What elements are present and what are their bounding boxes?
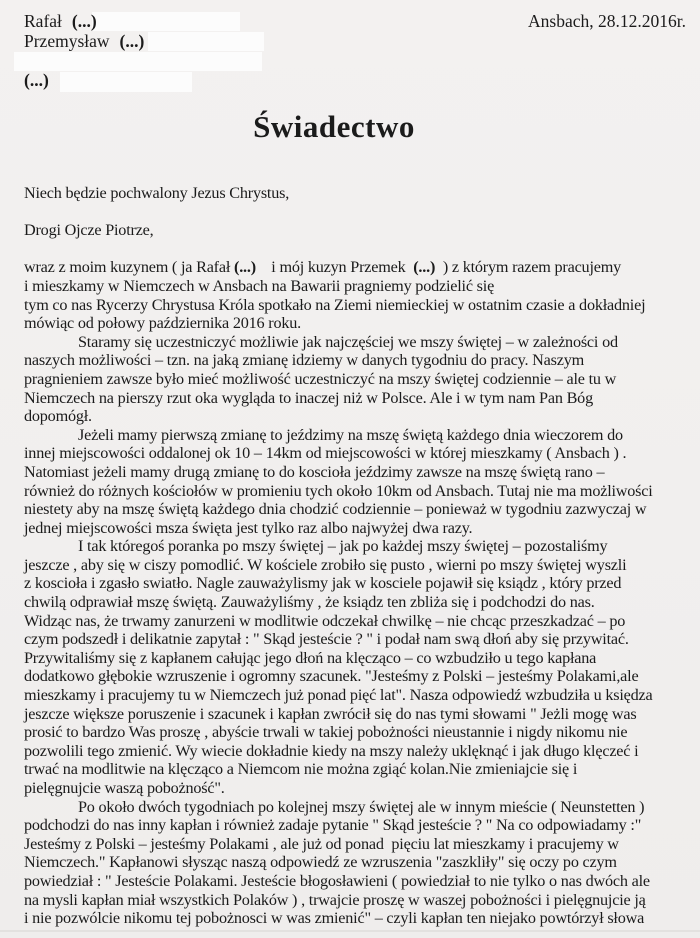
body-line: niestety aby na mszę świętą każdego dnia chodzić codziennie – ponieważ w tygodniu zazwyczaj w [24,500,647,519]
body-line: naszych możliwości – tzn. na jaką zmianę idziemy w danych tygodniu do pracy. Naszym [24,351,584,370]
body-line: dopomógł. [24,407,92,426]
body-line: na mysli kapłan miał wszystkich Polaków ) , trwajcie proszę w waszej pobożności i pielęgnujcie ją [24,890,646,909]
body-line: również do różnych kościołów w promieniu tych około 10km od Ansbach. Tutaj nie ma możliwości [24,481,653,500]
body-line: Jesteśmy z Polski – jesteśmy Polakami , ale już od ponad pięciu lat mieszkamy i pracujemy w [24,834,619,853]
body-line: podchodzi do nas inny kapłan i również zadaje pytanie " Skąd jesteście ? " Na co odpowiadamy :" [24,816,642,835]
author-2-name: Przemysław [24,30,110,51]
body-line: wraz z moim kuzynem ( ja Rafał (...) i mój kuzyn Przemek (...) ) z którym razem pracujemy [24,258,622,277]
author-1-name: Rafał [24,11,62,31]
author-2-redacted: (...) [119,30,145,51]
dateline: Ansbach, 28.12.2016r. [528,11,686,31]
body-line: Staramy się uczestniczyć możliwie jak najczęściej we mszy świętej – w zależności od [78,332,618,351]
body-line: Niemczech." Kapłanowi słysząc naszą odpowiedź ze wzruszenia "zaszkliły" się oczy po czym [24,853,617,872]
body-line: powiedział : " Jesteście Polakami. Jesteście błogosławieni ( powiedział to nie tylko o nas dwóch ale [24,871,650,890]
body-line: trwać na modlitwie na klęcząco a Niemcom nie można zgiąć kolan.Nie zmieniajcie się i [24,760,578,779]
salutation-line: Drogi Ojcze Piotrze, [24,221,154,240]
author-1-redacted: (...) [71,11,97,31]
author-block [24,12,144,91]
body-line: chwilą odprawiał mszę świętą. Zauważyliśmy , że ksiądz ten zbliża się i podchodzi do nas. [24,593,595,612]
body-line: jednej miejscowości msza święta jest tylko raz albo najwyżej dwa razy. [24,518,473,537]
body-line: dodatkowo głębokie wzruszenie i ogromny szacunek. "Jesteśmy z Polski – jesteśmy Polakami,ale [24,667,639,686]
body-line: Po około dwóch tygodniach po kolejnej mszy świętej ale w innym mieście ( Neunstetten ) [78,797,645,816]
document-title: Świadectwo [253,109,415,144]
body-line: czym podszedł i delikatnie zapytał : " Skąd jesteście ? " i podał nam swą dłoń aby się przywitać. [24,630,629,649]
body-line: I tak któregoś poranka po mszy świętej – jak po każdej mszy świętej – pozostaliśmy [78,537,608,556]
body-line: mówiąc od połowy października 2016 roku. [24,314,302,333]
body-line: pragnieniem zawsze było mieć możliwość uczestniczyć na mszy świętej codziennie – ale tu w [24,369,617,388]
body-line: pozwolili tego zmienić. Wy wiecie dokładnie kiedy na mszy należy uklęknąć i jak długo klęczeć i [24,741,639,760]
body-line: prosić to bardzo Was proszę , abyście trwali w takiej pobożności nieustannie i nigdy nikomu nie [24,723,628,742]
body-line: tym co nas Rycerzy Chrystusa Króla spotkało na Ziemi niemieckiej w ostatnim czasie a dokładniej [24,295,646,314]
body-line: jeszcze , aby się w ciszy pomodlić. W kościele zrobiło się pusto , wierni po mszy świętej wyszli [24,555,627,574]
letter-header [24,12,686,91]
body-line: innej miejscowości oddalonej ok 10 – 14km od miejscowości w której mieszkamy ( Ansbach ) . [24,444,627,463]
body-line: Przywitaliśmy się z kapłanem całując jego dłoń na klęcząco – co wzbudziło u tego kapłana [24,648,597,667]
author-line-2 [24,32,144,52]
author-line-3: (...) [24,70,49,90]
body-line: z koscioła i zgasło swiatło. Nagle zauważylismy jak w kosciele pojawił się ksiądz , który przed [24,574,622,593]
greeting-line: Niech będzie pochwalony Jezus Chrystus, [24,184,290,202]
body-line: i mieszkamy w Niemczech w Ansbach na Bawarii pragniemy podzielić się [24,276,495,295]
body-line: Jeżeli mamy pierwszą zmianę to jeździmy na mszę świętą każdego dnia wieczorem do [78,425,623,444]
body-line: i nie pozwólcie nikomu tej pobożnosci w was zmienić" – czyli kapłan ten niejako powtórzył słowa [24,909,645,928]
body-line: Natomiast jeżeli mamy drugą zmianę to do koscioła jeździmy zawsze na mszę świętą rano – [24,462,605,481]
scan-artifact-line [0,930,700,932]
body-line: jeszcze większe poruszenie i szacunek i kapłan zwrócił się do nas tymi słowami " Jeżli mogę was [24,704,637,723]
body-line: mieszkamy i pracujemy tu w Niemczech już ponad pięć lat". Nasza odpowiedź wzbudziła u księdza [24,686,653,705]
body-line: Widząc nas, że trwamy zanurzeni w modlitwie odczekał chwilkę – nie chcąc przeszkadzać – po [24,611,626,630]
blank-line [24,240,688,259]
body-line: Niemczech na pierszy rzut oka wygląda to inaczej niż w Polsce. Ale i w tym nam Pan Bóg [24,388,593,407]
author-line-1 [24,12,144,32]
blank-line [24,203,688,222]
body-line: pielęgnujcie waszą pobożność". [24,779,225,797]
body-lines [24,258,688,927]
letter-body [24,184,688,928]
